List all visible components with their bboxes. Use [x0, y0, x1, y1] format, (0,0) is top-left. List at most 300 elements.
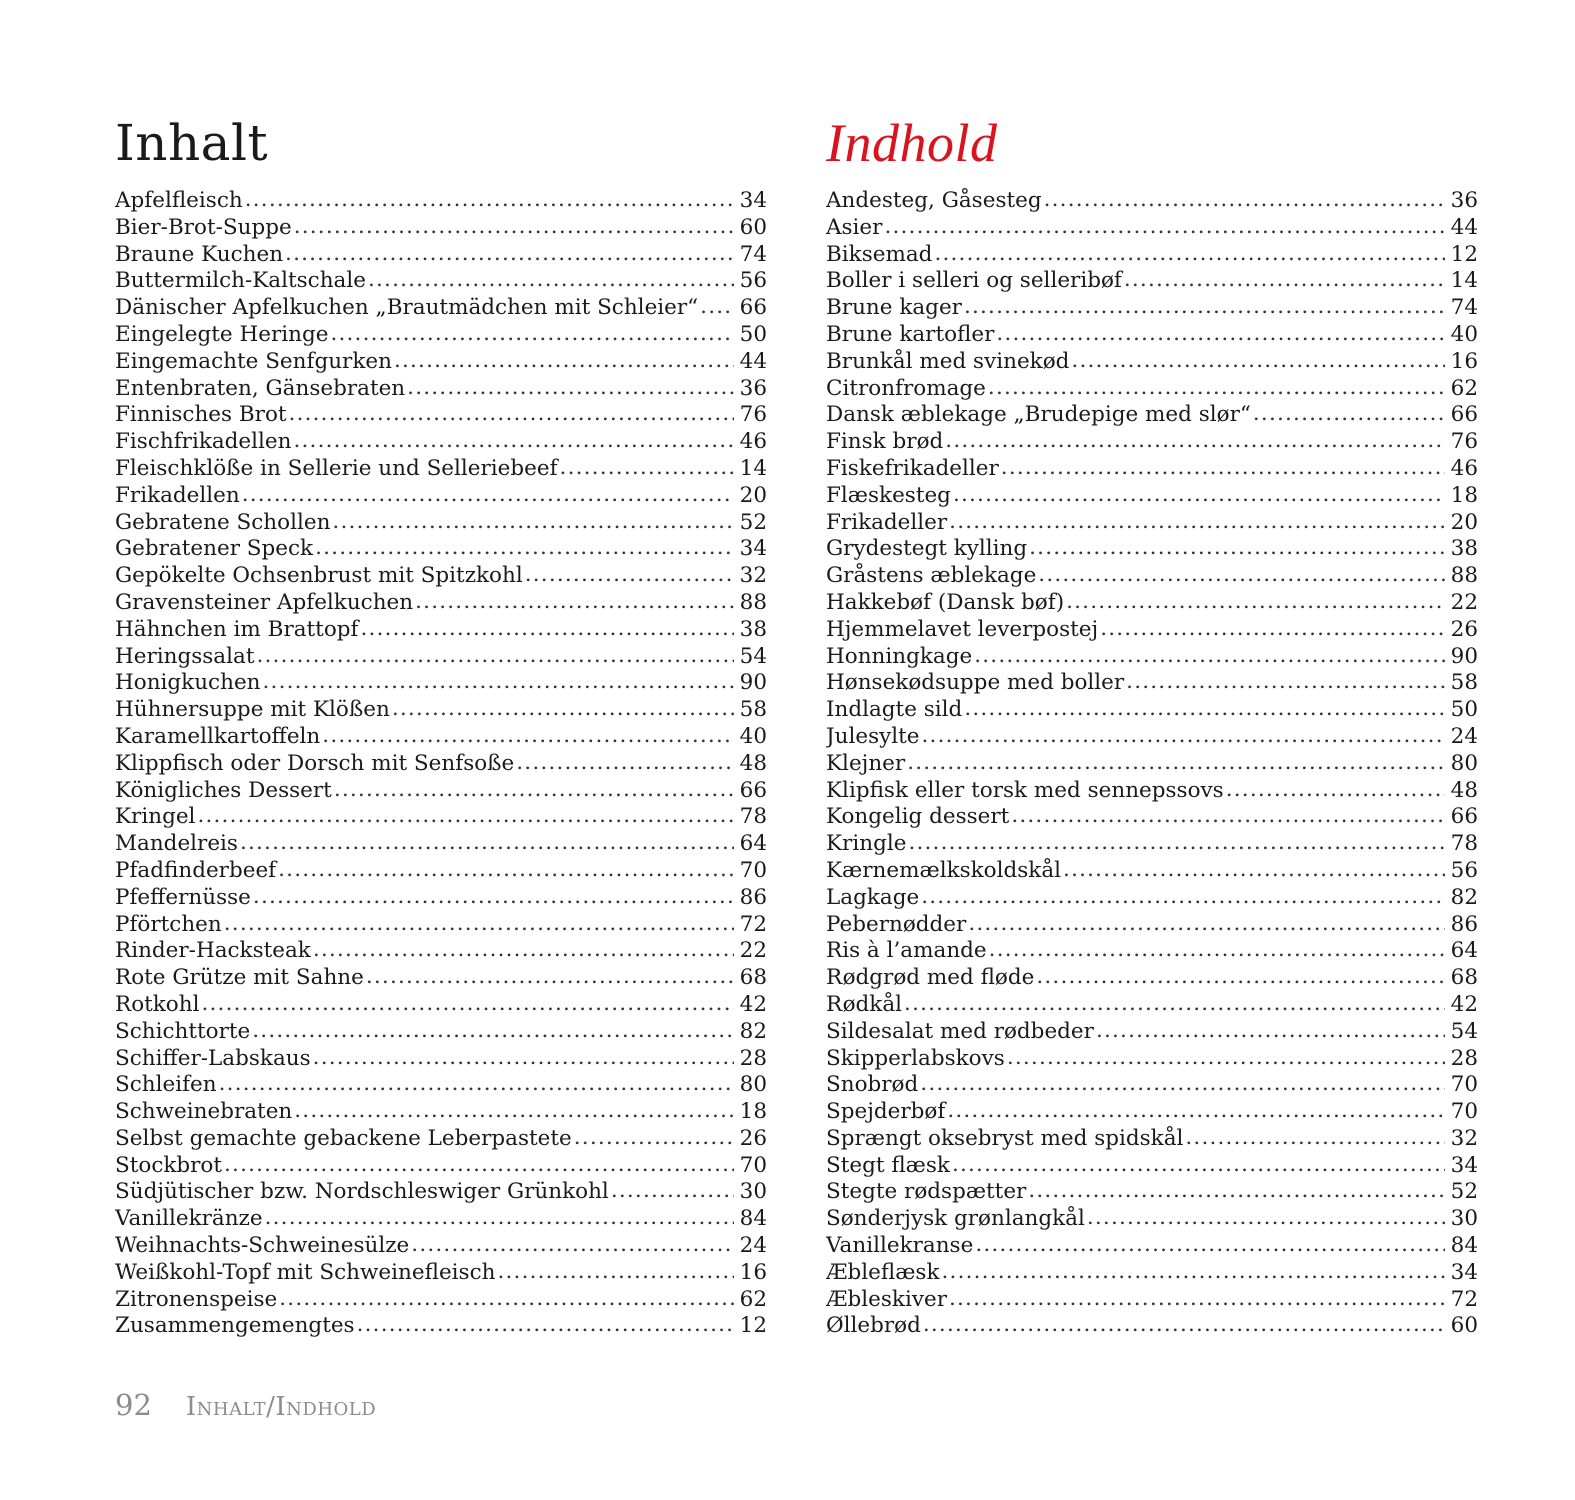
toc-entry-title: Kringel: [115, 804, 196, 830]
german-toc-entry: [115, 376, 767, 403]
german-toc-entry: [115, 1153, 767, 1180]
toc-entry-page-number: 20: [739, 482, 767, 508]
german-toc-entry: [115, 1313, 767, 1340]
toc-dot-leader: [964, 295, 1445, 321]
toc-entry-page-number: 44: [739, 348, 767, 374]
toc-dot-leader: [497, 1260, 733, 1286]
toc-entry-title: Entenbraten, Gänsebraten: [115, 375, 406, 401]
toc-german-column: [115, 110, 767, 1340]
toc-german-heading: Inhalt: [115, 114, 269, 172]
toc-entry-page-number: 54: [739, 643, 767, 669]
toc-dot-leader: [392, 697, 734, 723]
toc-dot-leader: [224, 1153, 734, 1179]
toc-dot-leader: [989, 938, 1445, 964]
toc-dot-leader: [1253, 402, 1445, 428]
toc-entry-title: Fiskefrikadeller: [826, 455, 999, 481]
danish-toc-entry: [826, 912, 1478, 939]
toc-entry-page-number: 16: [1450, 348, 1478, 374]
toc-entry-title: Eingemachte Senfgurken: [115, 348, 392, 374]
german-toc-entry: [115, 778, 767, 805]
toc-entry-page-number: 14: [739, 455, 767, 481]
german-toc-entry: [115, 242, 767, 269]
toc-entry-page-number: 68: [739, 965, 767, 991]
danish-toc-entry: [826, 885, 1478, 912]
toc-entry-page-number: 56: [739, 268, 767, 294]
toc-dot-leader: [907, 751, 1444, 777]
toc-dot-leader: [921, 885, 1444, 911]
german-toc-entry: [115, 804, 767, 831]
danish-toc-entry: [826, 724, 1478, 751]
toc-dot-leader: [1044, 188, 1445, 214]
toc-entry-page-number: 90: [1450, 643, 1478, 669]
toc-dot-leader: [904, 992, 1445, 1018]
toc-entry-page-number: 12: [739, 1313, 767, 1339]
toc-entry-page-number: 30: [739, 1179, 767, 1205]
danish-toc-entry: [826, 456, 1478, 483]
toc-entry-page-number: 28: [739, 1045, 767, 1071]
toc-entry-title: Pfeffernüsse: [115, 884, 251, 910]
danish-toc-entry: [826, 1046, 1478, 1073]
danish-toc-entry: [826, 215, 1478, 242]
toc-dot-leader: [1087, 1206, 1445, 1232]
toc-entry-title: Eingelegte Heringe: [115, 321, 329, 347]
danish-toc-entry: [826, 751, 1478, 778]
toc-dot-leader: [253, 885, 734, 911]
toc-entry-page-number: 78: [739, 804, 767, 830]
toc-entry-page-number: 56: [1450, 857, 1478, 883]
toc-german-list: [115, 188, 767, 1340]
toc-entry-page-number: 70: [739, 857, 767, 883]
toc-entry-title: Citronfromage: [826, 375, 986, 401]
german-toc-entry: [115, 644, 767, 671]
toc-entry-page-number: 82: [1450, 884, 1478, 910]
toc-entry-page-number: 18: [739, 1099, 767, 1125]
toc-entry-page-number: 80: [739, 1072, 767, 1098]
toc-dot-leader: [560, 456, 734, 482]
danish-toc-entry: [826, 376, 1478, 403]
german-toc-entry: [115, 670, 767, 697]
toc-entry-title: Brune kartofler: [826, 321, 995, 347]
toc-dot-leader: [952, 1153, 1445, 1179]
toc-entry-page-number: 46: [1450, 455, 1478, 481]
toc-entry-title: Weihnachts-Schweinesülze: [115, 1233, 410, 1259]
toc-dot-leader: [968, 912, 1444, 938]
toc-entry-title: Schweinebraten: [115, 1099, 293, 1125]
toc-entry-page-number: 52: [1450, 1179, 1478, 1205]
toc-dot-leader: [242, 483, 734, 509]
toc-entry-title: Braune Kuchen: [115, 241, 284, 267]
toc-entry-title: Ris à l’amande: [826, 938, 987, 964]
toc-entry-page-number: 90: [739, 670, 767, 696]
danish-toc-entry: [826, 322, 1478, 349]
toc-entry-title: Dänischer Apfelkuchen „Brautmädchen mit Schleier“: [115, 295, 699, 321]
toc-entry-page-number: 50: [1450, 697, 1478, 723]
toc-entry-page-number: 34: [1450, 1259, 1478, 1285]
german-toc-entry: [115, 617, 767, 644]
danish-toc-entry: [826, 429, 1478, 456]
toc-entry-page-number: 76: [739, 402, 767, 428]
toc-entry-title: Honigkuchen: [115, 670, 261, 696]
danish-toc-entry: [826, 536, 1478, 563]
german-toc-entry: [115, 429, 767, 456]
toc-dot-leader: [949, 1287, 1445, 1313]
toc-dot-leader: [394, 349, 734, 375]
german-toc-entry: [115, 831, 767, 858]
toc-dot-leader: [611, 1179, 734, 1205]
toc-entry-page-number: 50: [739, 321, 767, 347]
danish-toc-entry: [826, 938, 1478, 965]
toc-dot-leader: [368, 268, 734, 294]
toc-entry-title: Frikadeller: [826, 509, 948, 535]
toc-entry-page-number: 74: [739, 241, 767, 267]
german-toc-entry: [115, 349, 767, 376]
toc-dot-leader: [334, 778, 734, 804]
toc-entry-title: Schichttorte: [115, 1018, 251, 1044]
toc-entry-page-number: 84: [1450, 1233, 1478, 1259]
toc-entry-title: Klipfisk eller torsk med sennepssovs: [826, 777, 1224, 803]
toc-entry-title: Stockbrot: [115, 1152, 223, 1178]
toc-entry-title: Zitronenspeise: [115, 1286, 278, 1312]
toc-entry-page-number: 42: [739, 991, 767, 1017]
toc-entry-page-number: 34: [739, 536, 767, 562]
german-toc-entry: [115, 510, 767, 537]
toc-entry-page-number: 60: [739, 214, 767, 240]
toc-entry-page-number: 40: [739, 723, 767, 749]
danish-toc-entry: [826, 1206, 1478, 1233]
toc-dot-leader: [285, 242, 734, 268]
toc-dot-leader: [240, 831, 734, 857]
toc-entry-page-number: 48: [1450, 777, 1478, 803]
toc-danish-list: [826, 188, 1478, 1340]
toc-entry-title: Hjemmelavet leverpostej: [826, 616, 1099, 642]
german-toc-entry: [115, 1179, 767, 1206]
toc-entry-page-number: 82: [739, 1018, 767, 1044]
toc-entry-page-number: 74: [1450, 295, 1478, 321]
toc-dot-leader: [1096, 1019, 1445, 1045]
toc-entry-page-number: 84: [739, 1206, 767, 1232]
running-footer-title: Inhalt/Indhold: [185, 1392, 377, 1422]
german-toc-entry: [115, 1099, 767, 1126]
toc-entry-title: Rinder-Hacksteak: [115, 938, 311, 964]
toc-dot-leader: [884, 215, 1444, 241]
toc-dot-leader: [1001, 456, 1445, 482]
toc-entry-title: Rødgrød med fløde: [826, 965, 1035, 991]
toc-dot-leader: [1011, 804, 1444, 830]
toc-entry-title: Snobrød: [826, 1072, 919, 1098]
german-toc-entry: [115, 402, 767, 429]
german-toc-entry: [115, 724, 767, 751]
toc-entry-page-number: 66: [1450, 804, 1478, 830]
danish-toc-entry: [826, 697, 1478, 724]
danish-toc-entry: [826, 1126, 1478, 1153]
toc-dot-leader: [923, 1313, 1445, 1339]
toc-entry-title: Stegt flæsk: [826, 1152, 950, 1178]
toc-entry-page-number: 62: [1450, 375, 1478, 401]
toc-entry-title: Buttermilch-Kaltschale: [115, 268, 366, 294]
toc-entry-title: Kongelig dessert: [826, 804, 1010, 830]
danish-toc-entry: [826, 1179, 1478, 1206]
toc-dot-leader: [996, 322, 1444, 348]
toc-dot-leader: [294, 215, 734, 241]
toc-entry-page-number: 40: [1450, 321, 1478, 347]
toc-entry-page-number: 34: [1450, 1152, 1478, 1178]
german-toc-entry: [115, 1206, 767, 1233]
toc-dot-leader: [964, 697, 1444, 723]
toc-dot-leader: [1185, 1126, 1444, 1152]
danish-toc-entry: [826, 510, 1478, 537]
toc-entry-page-number: 14: [1450, 268, 1478, 294]
toc-dot-leader: [263, 670, 734, 696]
toc-entry-title: Klejner: [826, 750, 906, 776]
german-toc-entry: [115, 751, 767, 778]
toc-dot-leader: [415, 590, 734, 616]
toc-entry-page-number: 70: [1450, 1099, 1478, 1125]
danish-toc-entry: [826, 670, 1478, 697]
toc-dot-leader: [256, 644, 733, 670]
toc-entry-page-number: 46: [739, 429, 767, 455]
german-toc-entry: [115, 456, 767, 483]
toc-entry-title: Gråstens æblekage: [826, 563, 1037, 589]
german-toc-entry: [115, 885, 767, 912]
toc-entry-page-number: 62: [739, 1286, 767, 1312]
toc-dot-leader: [1036, 965, 1444, 991]
toc-entry-title: Karamellkartoffeln: [115, 723, 321, 749]
german-toc-entry: [115, 1019, 767, 1046]
toc-entry-title: Grydestegt kylling: [826, 536, 1028, 562]
toc-entry-title: Vanillekränze: [115, 1206, 263, 1232]
toc-entry-page-number: 32: [1450, 1125, 1478, 1151]
german-toc-entry: [115, 938, 767, 965]
toc-entry-page-number: 42: [1450, 991, 1478, 1017]
toc-entry-title: Boller i selleri og selleribøf: [826, 268, 1122, 294]
toc-dot-leader: [974, 644, 1444, 670]
toc-entry-page-number: 66: [1450, 402, 1478, 428]
german-toc-entry: [115, 697, 767, 724]
toc-entry-title: Pförtchen: [115, 911, 222, 937]
toc-entry-title: Selbst gemachte gebackene Leberpastete: [115, 1125, 572, 1151]
toc-dot-leader: [953, 483, 1445, 509]
toc-entry-page-number: 76: [1450, 429, 1478, 455]
toc-entry-title: Heringssalat: [115, 643, 255, 669]
toc-entry-title: Skipperlabskovs: [826, 1045, 1005, 1071]
toc-dot-leader: [1029, 536, 1445, 562]
danish-toc-entry: [826, 268, 1478, 295]
german-toc-entry: [115, 563, 767, 590]
toc-entry-page-number: 26: [739, 1125, 767, 1151]
toc-entry-page-number: 12: [1450, 241, 1478, 267]
toc-entry-title: Schleifen: [115, 1072, 217, 1098]
danish-toc-entry: [826, 242, 1478, 269]
toc-entry-page-number: 78: [1450, 831, 1478, 857]
toc-entry-title: Sildesalat med rødbeder: [826, 1018, 1094, 1044]
toc-entry-title: Kringle: [826, 831, 907, 857]
toc-dot-leader: [357, 1313, 734, 1339]
toc-entry-title: Hakkebøf (Dansk bøf): [826, 589, 1065, 615]
toc-entry-title: Zusammengemengtes: [115, 1313, 355, 1339]
danish-toc-entry: [826, 831, 1478, 858]
danish-toc-entry: [826, 858, 1478, 885]
toc-entry-title: Finsk brød: [826, 429, 944, 455]
toc-dot-leader: [908, 831, 1444, 857]
toc-dot-leader: [1007, 1046, 1445, 1072]
toc-dot-leader: [945, 429, 1444, 455]
danish-toc-entry: [826, 402, 1478, 429]
toc-entry-page-number: 58: [1450, 670, 1478, 696]
german-toc-entry: [115, 188, 767, 215]
danish-toc-entry: [826, 295, 1478, 322]
toc-entry-title: Spejderbøf: [826, 1099, 946, 1125]
danish-toc-entry: [826, 778, 1478, 805]
page-number: 92: [115, 1388, 152, 1422]
toc-entry-page-number: 52: [739, 509, 767, 535]
toc-entry-title: Gepökelte Ochsenbrust mit Spitzkohl: [115, 563, 523, 589]
toc-entry-title: Lagkage: [826, 884, 920, 910]
toc-dot-leader: [265, 1206, 734, 1232]
toc-entry-page-number: 44: [1450, 214, 1478, 240]
german-toc-entry: [115, 1126, 767, 1153]
toc-entry-page-number: 38: [739, 616, 767, 642]
toc-entry-title: Sønderjysk grønlangkål: [826, 1206, 1085, 1232]
toc-entry-title: Gravensteiner Apfelkuchen: [115, 589, 414, 615]
danish-toc-entry: [826, 1287, 1478, 1314]
toc-entry-page-number: 86: [739, 884, 767, 910]
toc-entry-title: Hühnersuppe mit Klößen: [115, 697, 390, 723]
toc-entry-page-number: 24: [1450, 723, 1478, 749]
toc-entry-title: Vanillekranse: [826, 1233, 974, 1259]
toc-entry-page-number: 60: [1450, 1313, 1478, 1339]
german-toc-entry: [115, 590, 767, 617]
toc-dot-leader: [411, 1233, 733, 1259]
toc-dot-leader: [1038, 563, 1444, 589]
toc-dot-leader: [947, 1099, 1444, 1125]
toc-entry-page-number: 70: [1450, 1072, 1478, 1098]
toc-dot-leader: [920, 1072, 1444, 1098]
toc-entry-title: Asier: [826, 214, 883, 240]
toc-dot-leader: [1028, 1179, 1444, 1205]
toc-entry-title: Kærnemælkskoldskål: [826, 857, 1062, 883]
toc-entry-title: Honningkage: [826, 643, 973, 669]
toc-dot-leader: [252, 1019, 733, 1045]
toc-entry-title: Rødkål: [826, 991, 903, 1017]
toc-entry-title: Julesylte: [826, 723, 920, 749]
page-footer: [115, 1388, 376, 1422]
danish-toc-entry: [826, 1072, 1478, 1099]
toc-dot-leader: [279, 1287, 733, 1313]
german-toc-entry: [115, 992, 767, 1019]
toc-entry-page-number: 64: [1450, 938, 1478, 964]
toc-entry-title: Pebernødder: [826, 911, 967, 937]
toc-dot-leader: [366, 965, 734, 991]
toc-entry-title: Æbleskiver: [826, 1286, 947, 1312]
toc-dot-leader: [245, 188, 734, 214]
toc-entry-page-number: 88: [739, 589, 767, 615]
toc-entry-title: Stegte rødspætter: [826, 1179, 1027, 1205]
toc-entry-title: Pfadfinderbeef: [115, 857, 277, 883]
toc-dot-leader: [525, 563, 734, 589]
toc-entry-page-number: 36: [739, 375, 767, 401]
toc-dot-leader: [922, 724, 1445, 750]
toc-entry-title: Mandelreis: [115, 831, 238, 857]
german-toc-entry: [115, 268, 767, 295]
toc-dot-leader: [934, 242, 1444, 268]
toc-entry-title: Schiffer-Labskaus: [115, 1045, 311, 1071]
danish-toc-entry: [826, 1233, 1478, 1260]
toc-danish-heading: Indhold: [826, 113, 998, 173]
toc-entry-page-number: 66: [739, 777, 767, 803]
toc-dot-leader: [574, 1126, 734, 1152]
german-toc-entry: [115, 295, 767, 322]
toc-dot-leader: [294, 1099, 733, 1125]
toc-entry-title: Indlagte sild: [826, 697, 963, 723]
danish-toc-entry: [826, 1313, 1478, 1340]
toc-entry-title: Rotkohl: [115, 991, 200, 1017]
toc-entry-title: Bier-Brot-Suppe: [115, 214, 292, 240]
toc-entry-title: Weißkohl-Topf mit Schweinefleisch: [115, 1259, 496, 1285]
toc-entry-title: Dansk æblekage „Brudepige med slør“: [826, 402, 1251, 428]
toc-dot-leader: [332, 510, 733, 536]
toc-entry-page-number: 18: [1450, 482, 1478, 508]
toc-danish-column: [826, 110, 1478, 1340]
danish-toc-entry: [826, 992, 1478, 1019]
toc-entry-title: Frikadellen: [115, 482, 240, 508]
toc-entry-title: Gebratene Schollen: [115, 509, 331, 535]
toc-dot-leader: [289, 402, 734, 428]
toc-entry-title: Æbleflæsk: [826, 1259, 940, 1285]
toc-dot-leader: [700, 295, 733, 321]
toc-entry-title: Apfelfleisch: [115, 188, 243, 213]
german-toc-entry: [115, 536, 767, 563]
toc-dot-leader: [315, 536, 734, 562]
toc-dot-leader: [322, 724, 733, 750]
danish-toc-entry: [826, 563, 1478, 590]
toc-dot-leader: [1066, 590, 1445, 616]
toc-dot-leader: [1226, 778, 1445, 804]
danish-toc-entry: [826, 188, 1478, 215]
toc-entry-page-number: 22: [1450, 589, 1478, 615]
toc-entry-title: Finnisches Brot: [115, 402, 287, 428]
toc-dot-leader: [313, 1046, 734, 1072]
toc-dot-leader: [407, 376, 733, 402]
toc-entry-page-number: 36: [1450, 188, 1478, 213]
toc-entry-title: Brune kager: [826, 295, 962, 321]
toc-entry-page-number: 16: [739, 1259, 767, 1285]
toc-dot-leader: [224, 912, 734, 938]
toc-entry-title: Klippfisch oder Dorsch mit Senfsoße: [115, 750, 515, 776]
toc-entry-page-number: 38: [1450, 536, 1478, 562]
toc-dot-leader: [988, 376, 1445, 402]
danish-toc-entry: [826, 1019, 1478, 1046]
toc-entry-page-number: 34: [739, 188, 767, 213]
toc-entry-page-number: 72: [739, 911, 767, 937]
german-toc-entry: [115, 1072, 767, 1099]
toc-dot-leader: [1100, 617, 1444, 643]
toc-dot-leader: [330, 322, 733, 348]
toc-dot-leader: [313, 938, 734, 964]
toc-entry-title: Rote Grütze mit Sahne: [115, 965, 364, 991]
toc-entry-page-number: 54: [1450, 1018, 1478, 1044]
toc-dot-leader: [1063, 858, 1445, 884]
toc-dot-leader: [293, 429, 733, 455]
toc-entry-page-number: 30: [1450, 1206, 1478, 1232]
toc-entry-page-number: 88: [1450, 563, 1478, 589]
toc-entry-page-number: 80: [1450, 750, 1478, 776]
toc-entry-page-number: 32: [739, 563, 767, 589]
toc-entry-page-number: 68: [1450, 965, 1478, 991]
toc-entry-page-number: 66: [739, 295, 767, 321]
danish-toc-entry: [826, 1153, 1478, 1180]
toc-entry-title: Andesteg, Gåsesteg: [826, 188, 1042, 213]
german-toc-entry: [115, 1287, 767, 1314]
